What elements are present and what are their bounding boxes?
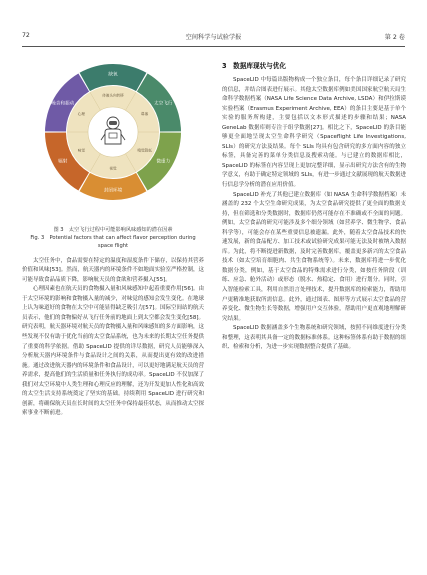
volume-label: 第 2 卷 <box>384 34 405 41</box>
paragraph: 太空任务中，食品需要在特定的温度和湿度条件下储存，以保持其营养价值和风味[53]。然而，航天器内的环境条件不如地面实验室严格控制，这可能导致食品品质下降，影响航天员的食欲和营养摄入[55]。 <box>22 257 204 283</box>
factor-wheel-diagram <box>43 62 183 202</box>
middle-ring-label: 鼻塞 <box>141 111 149 116</box>
center-disc <box>88 107 138 157</box>
segment-label: 微重力 <box>156 159 171 165</box>
header-rule <box>22 46 405 47</box>
paragraph: SpaceLID 数据涵盖多个生物系统和研究领域，按照不同维度进行分类和整理，这表明其具备一定的数据标准体系。这种标签体系有助于数据的组织、检索和分析，为进一步实现数据整合提供了基础。 <box>222 325 406 351</box>
middle-ring-label: 味觉 <box>77 148 85 153</box>
journal-title: 空间科学与试验学报 <box>185 34 242 41</box>
page-number: 72 <box>22 32 30 39</box>
middle-ring-label: 嗅觉降低 <box>137 148 152 153</box>
middle-ring-label: 视觉 <box>109 166 117 171</box>
paragraph: 心理因素也在航天员的食物摄入量和风味感知中起着重要作用[56]。由于太空环境的影响和食物摄入量的减少，对味觉的感知会发生变化。在地球上认为味道好的食物在太空中可能显得缺乏吸引力[57]。国际空间站的航天员表示，他们的食物偏好从飞行任务前的地面上到太空都会发生变化[58]。研究表明，航天器环境对航天员的食物摄入量和风味感知的多方面影响，这些发现不仅有助于优化当前的太空食品系统，也为未来的长期太空任务提供了重要的科学依据。借助 SpaceLID 提供的详尽数据，研究人员能够深入分析航天器内环境条件与食品设计之间的关系，从而提出更有效的改进措施。通过改进航天器内的环境条件和食品设计，可以更好地满足航天员的营养需求，提高他们的生活质量和任务执行的成功率。SpaceLID 不仅加深了我们对太空环境中人类生理和心理反应的理解，还为开发更加人性化和高效的太空生活支持系统奠定了坚实的基础。持续利用 SpaceLID 进行研究和创新，将确保航天员在长时间的太空任务中保持最佳状态，从而推动太空探索事业不断前进。 <box>22 286 204 417</box>
right-column <box>222 62 406 353</box>
middle-ring-label: 心理 <box>77 111 85 116</box>
segment-label: 太空飞行 <box>154 101 173 107</box>
segment-label: 辐射 <box>58 159 68 165</box>
middle-ring-label: 体液头向转移 <box>102 93 124 98</box>
caption-en: Fig. 3 Potential factors that can affect flavor perception during space flight <box>30 235 196 250</box>
figure-3 <box>22 62 204 224</box>
left-column <box>22 62 204 419</box>
figure-caption <box>22 226 204 251</box>
segment-label: 缺氧 <box>108 72 118 78</box>
paragraph: SpaceLID 补充了其他已建立数据库（如 NASA 生命科学数据档案）未涵盖的 232 个太空生命研究成果，为太空食品研究提供了更全面的数据支持，但在筛选和分类数据时，数据库仍然可能存在不准确或不全面的问题。例如，太空食品的研究可能涉及多个细分领域（如营养学、微生物学、食品科学等），可能会存在某些重要信息被遗漏。此外，随着太空食品技术的快速发展，新的食品配方、加工技术或试验研究成果可能无法及时被纳入数据库。为此，将不断提进新数据，及时完善数据库，覆盖更多新兴的太空食品技术（如太空培育细胞肉、共生食物系统等）。未来，数据库将进一步优化数据分类，例如，基于太空食品的特殊需求进行分类，如按任务阶段（训练、应急、舱外活动）或形态（脱水、热稳定、食用）进行划分。同时，引入智能检索工具，利用自然语言处理技术，提升数据库的检索能力，帮助用户更精准地获取所需信息。此外，通过图表、图形等方式展示太空食品的营养变化、微生物生长等数据，增强用户交互体验，帮助用户更直观地理解研究结果。 <box>222 191 406 322</box>
segment-label: 封闭环境 <box>103 188 123 194</box>
caption-cn: 图 3 太空飞行过程中可能影响风味感知的潜在因素 <box>53 227 173 233</box>
page-header <box>22 30 405 44</box>
section-title: 3 数据库现状与优化 <box>222 62 286 70</box>
segment-label: 噪音和振动 <box>51 101 75 107</box>
left-body-text <box>22 257 204 419</box>
paragraph: SpaceLID 中每篇出版物构成一个独立条目，每个条目详细记录了研究的信息，并结合图表进行展示。其他太空数据库例如美国国家航空航天局生命科学数据档案（NASA Life Science Data Archive, LSDA）和伊拉斯谟实验档案（Erasmus Experiment Archive, EEA）的条目主要是基于单个实验的服务所构建，主要包括以文本形式描述的步骤和结果；NASA GeneLab 数据库则专注于组学数据[27]。相比之下，SpaceLID 的条目能够更全面地呈现太空生命科学研究（Spaceflight Life Investigations, SLIs）的研究方法及结果。每个 SLIs 均具有包含研究的多方面内容的独立标签，具备完善的菜单分类信息及搜索功能。与已建立的数据库相比，SpaceLID 的标签在内容呈现上更加完整详细，显示出研究方法含有的生物学意义，有助于确定特定领域的 SLIs，有进一步通过文献展现的航天数据进行信息学分析的潜在应用价值。 <box>222 77 406 189</box>
